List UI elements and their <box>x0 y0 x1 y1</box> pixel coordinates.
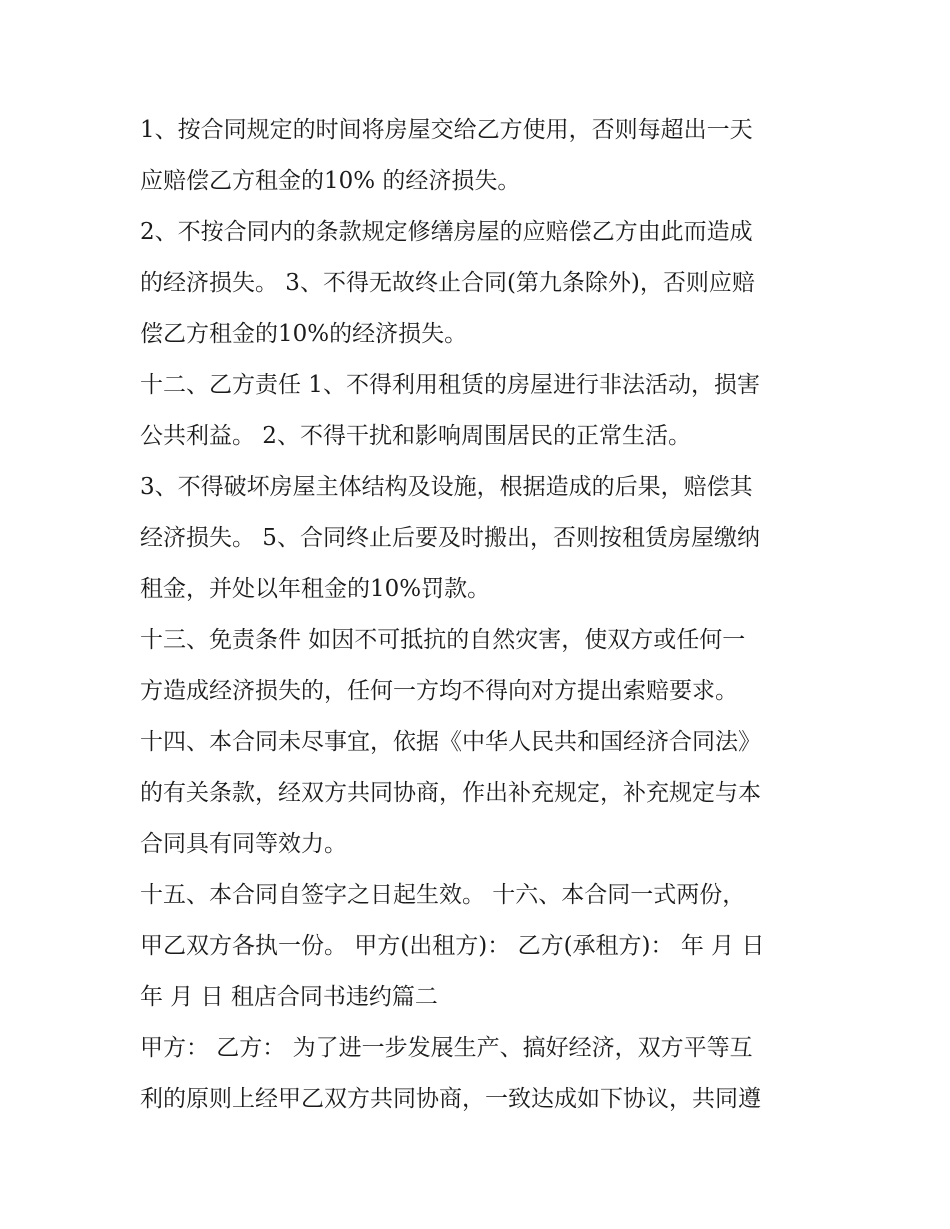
text-line: 甲方： 乙方： 为了进一步发展生产、搞好经济，双方平等互 <box>140 1035 753 1061</box>
text-line: 十五、本合同自签字之日起生效。 十六、本合同一式两份， <box>140 882 746 908</box>
text-line: 租金，并处以年租金的10%罚款。 <box>140 576 491 602</box>
text-line: 2、不按合同内的条款规定修缮房屋的应赔偿乙方由此而造成 <box>140 219 753 245</box>
text-line: 合同具有同等效力。 <box>140 831 347 857</box>
text-line: 偿乙方租金的10%的经济损失。 <box>140 321 468 347</box>
text-line: 1、按合同规定的时间将房屋交给乙方使用，否则每超出一天 <box>140 117 753 143</box>
text-line: 应赔偿乙方租金的10% 的经济损失。 <box>140 168 521 194</box>
document-body <box>140 105 830 1125</box>
text-line: 3、不得破坏房屋主体结构及设施，根据造成的后果，赔偿其 <box>140 474 753 500</box>
text-line: 十二、乙方责任 1、不得利用租赁的房屋进行非法活动，损害 <box>140 372 760 398</box>
text-line: 十三、免责条件 如因不可抵抗的自然灾害，使双方或任何一 <box>140 627 746 653</box>
text-line: 公共利益。 2、不得干扰和影响周围居民的正常生活。 <box>140 423 691 449</box>
text-line: 的有关条款，经双方共同协商，作出补充规定，补充规定与本 <box>140 780 761 806</box>
text-line: 的经济损失。 3、不得无故终止合同(第九条除外)，否则应赔 <box>140 270 755 296</box>
text-line: 十四、本合同未尽事宜，依据《中华人民共和国经济合同法》 <box>140 729 761 755</box>
text-line: 经济损失。 5、合同终止后要及时搬出，否则按租赁房屋缴纳 <box>140 525 760 551</box>
text-line: 年 月 日 租店合同书违约篇二 <box>140 984 438 1010</box>
text-line: 方造成经济损失的，任何一方均不得向对方提出索赔要求。 <box>140 678 738 704</box>
text-line: 利的原则上经甲乙双方共同协商，一致达成如下协议，共同遵 <box>140 1086 761 1112</box>
text-line: 甲乙双方各执一份。 甲方(出租方)： 乙方(承租方)： 年 月 日 <box>140 933 765 959</box>
